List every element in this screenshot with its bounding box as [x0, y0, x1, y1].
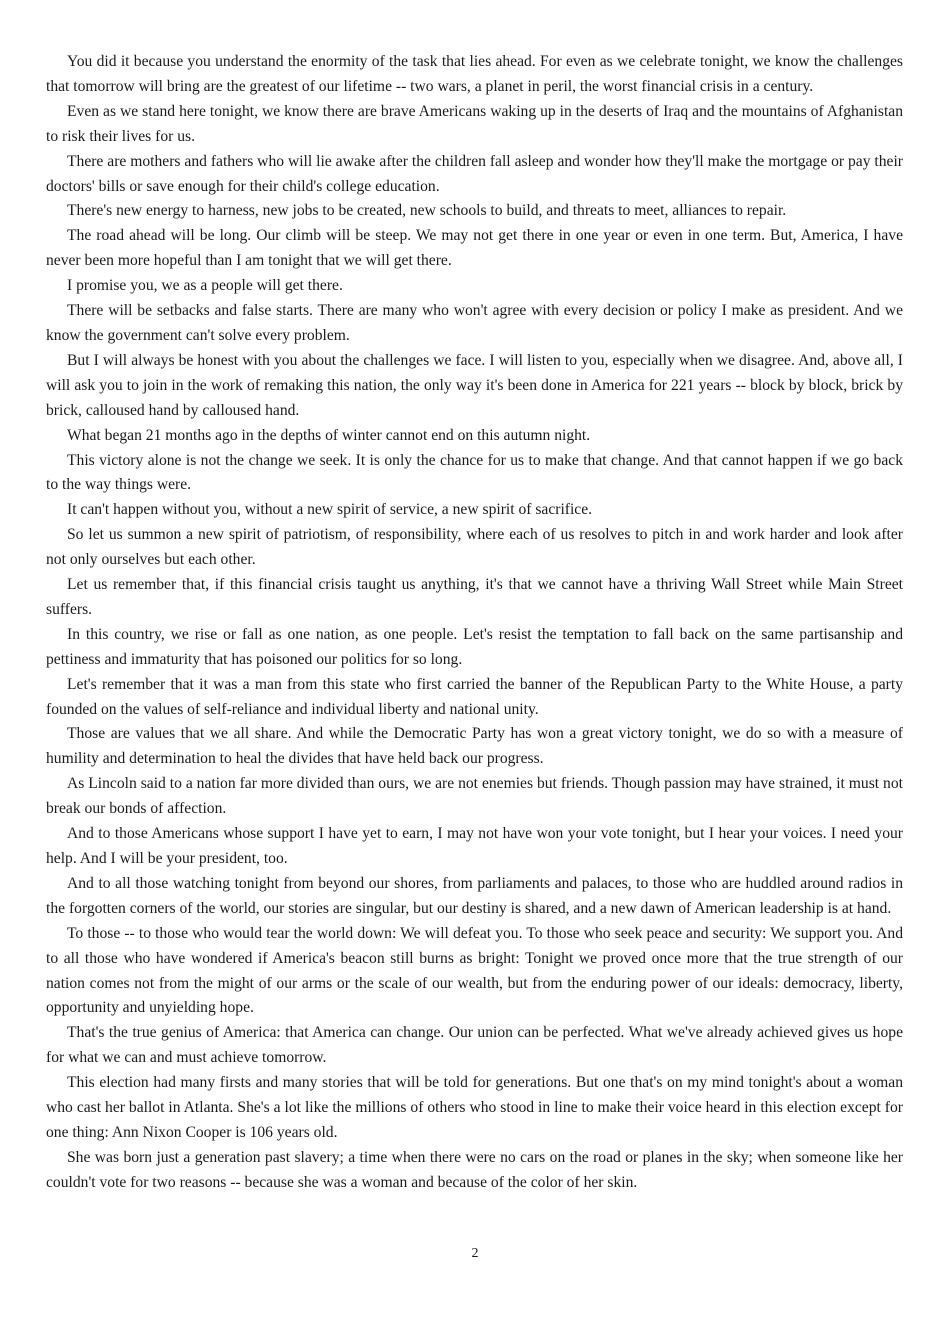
paragraph: To those -- to those who would tear the world down: We will defeat you. To those who seek peace and security: We support you. And to all those who have wondered if America's beacon still burns as bright: Tonight we proved once more that the true strength of our nation comes not from the might of our arms or the scale of our wealth, but from the enduring power of our ideals: democracy, liberty, opportunity and unyielding hope.	[46, 924, 903, 1017]
paragraph: The road ahead will be long. Our climb will be steep. We may not get there in one year or even in one term. But, America, I have never been more hopeful than I am tonight that we will get there.	[46, 227, 903, 270]
paragraph: Let's remember that it was a man from this state who first carried the banner of the Republican Party to the White House, a party founded on the values of self-reliance and individual liberty and national unity.	[46, 675, 903, 718]
paragraph: This election had many firsts and many stories that will be told for generations. But one that's on my mind tonight's about a woman who cast her ballot in Atlanta. She's a lot like the millions of others who stood in line to make their voice heard in this election except for one thing: Ann Nixon Cooper is 106 years old.	[46, 1074, 903, 1141]
document-body	[46, 50, 903, 1196]
paragraph: I promise you, we as a people will get there.	[67, 277, 343, 295]
paragraph: So let us summon a new spirit of patriotism, of responsibility, where each of us resolves to pitch in and work harder and look after not only ourselves but each other.	[46, 526, 903, 569]
paragraph: But I will always be honest with you about the challenges we face. I will listen to you, especially when we disagree. And, above all, I will ask you to join in the work of remaking this nation, the only way it's been done in America for 221 years -- block by block, brick by brick, calloused hand by calloused hand.	[46, 351, 903, 419]
paragraph: Let us remember that, if this financial crisis taught us anything, it's that we cannot have a thriving Wall Street while Main Street suffers.	[46, 576, 903, 618]
page-number: 2	[471, 1246, 479, 1261]
paragraph: In this country, we rise or fall as one nation, as one people. Let's resist the temptation to fall back on the same partisanship and pettiness and immaturity that has poisoned our politics for so long.	[46, 625, 903, 668]
paragraph: And to all those watching tonight from beyond our shores, from parliaments and palaces, to those who are huddled around radios in the forgotten corners of the world, our stories are singular, but our destiny is shared, and a new dawn of American leadership is at hand.	[46, 874, 903, 917]
paragraph: There's new energy to harness, new jobs to be created, new schools to build, and threats to meet, alliances to repair.	[67, 202, 787, 220]
paragraph: She was born just a generation past slavery; a time when there were no cars on the road or planes in the sky; when someone like her couldn't vote for two reasons -- because she was a woman and because of the color of her skin.	[46, 1148, 903, 1191]
paragraph: What began 21 months ago in the depths of winter cannot end on this autumn night.	[67, 426, 591, 444]
paragraph: That's the true genius of America: that America can change. Our union can be perfected. What we've already achieved gives us hope for what we can and must achieve tomorrow.	[46, 1024, 903, 1067]
paragraph: As Lincoln said to a nation far more divided than ours, we are not enemies but friends. Though passion may have strained, it must not break our bonds of affection.	[46, 775, 903, 818]
paragraph: And to those Americans whose support I have yet to earn, I may not have won your vote tonight, but I hear your voices. I need your help. And I will be your president, too.	[46, 825, 903, 867]
paragraph: There will be setbacks and false starts. There are many who won't agree with every decision or policy I make as president. And we know the government can't solve every problem.	[46, 302, 903, 344]
paragraph: There are mothers and fathers who will lie awake after the children fall asleep and wonder how they'll make the mortgage or pay their doctors' bills or save enough for their child's college education.	[46, 152, 903, 195]
paragraph: Those are values that we all share. And while the Democratic Party has won a great victory tonight, we do so with a measure of humility and determination to heal the divides that have held back our progress.	[46, 725, 903, 768]
paragraph: This victory alone is not the change we seek. It is only the chance for us to make that change. And that cannot happen if we go back to the way things were.	[46, 451, 903, 494]
paragraph: Even as we stand here tonight, we know there are brave Americans waking up in the deserts of Iraq and the mountains of Afghanistan to risk their lives for us.	[46, 102, 903, 145]
paragraph: You did it because you understand the enormity of the task that lies ahead. For even as we celebrate tonight, we know the challenges that tomorrow will bring are the greatest of our lifetime -- two wars, a planet in peril, the worst financial crisis in a century.	[46, 53, 903, 95]
paragraph: It can't happen without you, without a new spirit of service, a new spirit of sacrifice.	[67, 501, 593, 519]
